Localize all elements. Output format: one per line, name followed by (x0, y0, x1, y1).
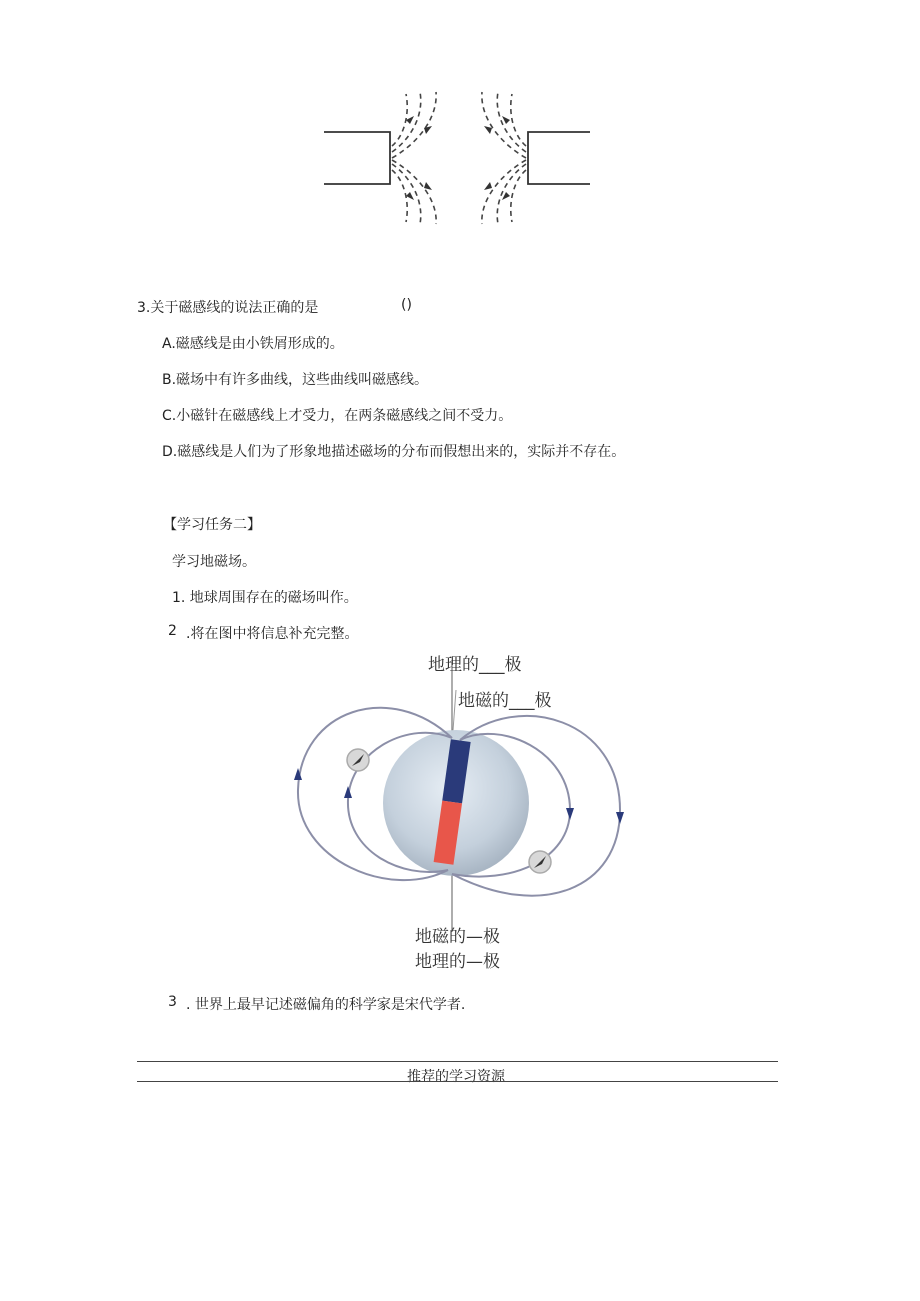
resources-heading: 推荐的学习资源 (407, 1069, 505, 1085)
task-2-item-3-text: . 世界上最早记述磁偏角的科学家是宋代学者. (186, 997, 466, 1013)
label-geomagnetic-top: 地磁的___极 (458, 691, 552, 711)
task-2-item-2-number: 2 (168, 623, 177, 639)
divider-top (137, 1061, 778, 1062)
label-geographic-top: 地理的___极 (428, 655, 522, 675)
divider-bottom (137, 1081, 778, 1082)
task-2-intro: 学习地磁场。 (172, 554, 256, 570)
earth-magnetic-field-diagram (280, 640, 640, 940)
label-geographic-bottom: 地理的—极 (415, 952, 500, 972)
question-3-stem: 3.关于磁感线的说法正确的是 (137, 300, 319, 316)
task-2-item-3-number: 3 (168, 994, 177, 1010)
answer-bracket: () (401, 297, 412, 313)
task-2-item-1: 1. 地球周围存在的磁场叫作。 (172, 590, 358, 606)
option-d: D.磁感线是人们为了形象地描述磁场的分布而假想出来的，实际并不存在。 (162, 444, 626, 460)
option-b: B.磁场中有许多曲线，这些曲线叫磁感线。 (162, 372, 429, 388)
pole-field-lines-figure (320, 90, 595, 230)
task-2-item-2-text: .将在图中将信息补充完整。 (186, 626, 359, 642)
task-2-heading: 【学习任务二】 (163, 517, 261, 533)
option-a: A.磁感线是由小铁屑形成的。 (162, 336, 344, 352)
label-geomagnetic-bottom: 地磁的—极 (415, 927, 500, 947)
option-c: C.小磁针在磁感线上才受力，在两条磁感线之间不受力。 (162, 408, 513, 424)
